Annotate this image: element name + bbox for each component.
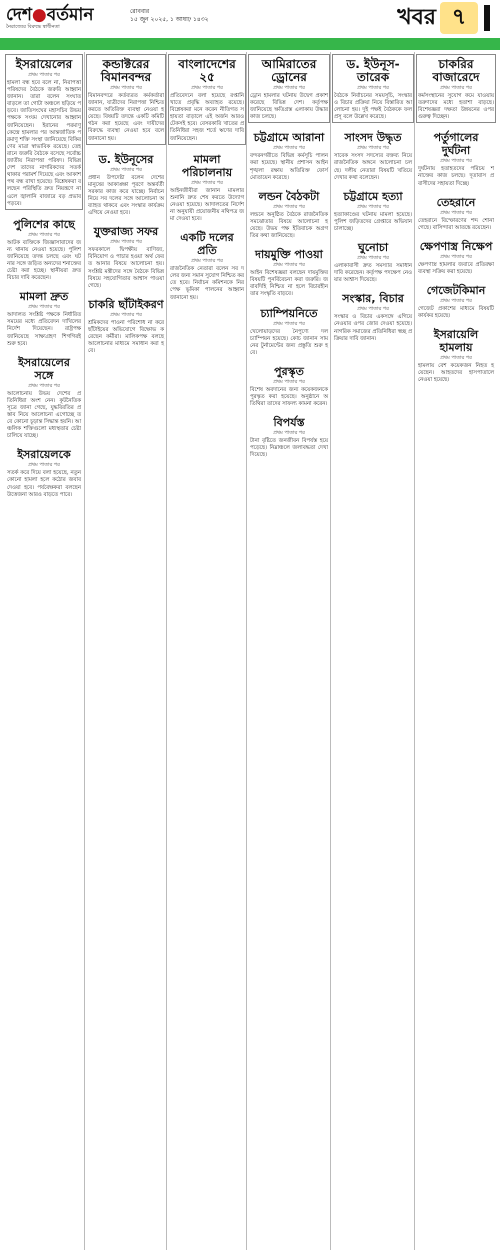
dateline-date: ১৫ জুন ২০২৫, ১ আষাঢ় ১৪৩২ — [130, 16, 209, 23]
article-byline: প্রথম পাতার পর — [440, 85, 472, 91]
article-block — [4, 286, 84, 351]
article-byline: প্রথম পাতার পর — [110, 311, 142, 318]
article-body: বন্দরনগরীতে বিভিন্ন কর্মসূচি পালন করা হয়েছে। স্থানীয় প্রশাসন আইনশৃঙ্খলা রক্ষায় অতিরিক্ত ফোর্স মোতায়েন করেছে। — [250, 153, 330, 181]
article-byline: প্রথম পাতার পর — [273, 378, 305, 385]
article-headline: একটি দলের প্রতি — [180, 231, 234, 258]
article-body: বৈঠকে নির্বাচনের সময়সূচি, সংস্কার ও বিচার প্রক্রিয়া নিয়ে বিস্তারিত আলোচনা হয়। দুই পক্ষই বৈঠককে ফলপ্রসূ বলে উল্লেখ করেছে। — [334, 93, 414, 121]
article-headline: বিপর্যস্ত — [273, 416, 305, 430]
news-column-5 — [330, 52, 415, 1250]
article-body: হামলা বন্ধ হবে বলে না, নিরাপত্তা পরিষদের বৈঠকে জরুরি আহ্বান জানান। তারা বলেন সংঘাত বাড়লে তা গোটা অঞ্চলে ছড়িয়ে পড়বে। জাতিসংঘের মহাসচিব উভয় পক্ষকে সংযম দেখানোর আহ্বান জানিয়েছেন। ইরানের পরমাণু কেন্দ্রে হামলার পর আন্তর্জাতিক পরমাণু শক্তি সংস্থা জানিয়েছে বিকিরণের মাত্রা স্বাভাবিক রয়েছে। তেহরানে জরুরি বৈঠকে বসেছে সর্বোচ্চ জাতীয় নিরাপত্তা পরিষদ। বিভিন্ন দেশ তাদের নাগরিকদের সতর্ক থাকার পরামর্শ দিয়েছে এবং আকাশপথ বন্ধ রাখা হয়েছে। বিশ্লেষকরা বলছেন পরিস্থিতি দ্রুত নিয়ন্ত্রণে না এলে জ্বালানি বাজারে বড় প্রভাব পড়বে। — [7, 80, 83, 207]
section-title: খবর — [397, 5, 436, 30]
article-byline: প্রথম পাতার পর — [28, 231, 60, 238]
article-byline: প্রথম পাতার পর — [28, 72, 60, 78]
article-body: খেলোয়াড়দের নৈপুণ্যে দল চ্যাম্পিয়ন হয়েছে। কোচ জানান সামনের টুর্নামেন্টের জন্য প্রস্তুতি শুরু হবে। — [250, 328, 330, 356]
article-block — [331, 127, 415, 185]
article-headline: লন্ডন বৈঠকটা — [258, 189, 320, 203]
article-block — [247, 361, 331, 412]
article-block — [331, 288, 415, 346]
article-block — [415, 280, 497, 324]
article-block — [415, 236, 497, 280]
article-block — [247, 127, 331, 185]
article-byline: প্রথম পাতার পর — [357, 255, 389, 262]
page-number: ৭ — [440, 2, 478, 34]
article-headline: সংস্কার, বিচার — [342, 292, 404, 306]
article-block — [167, 227, 247, 305]
article-byline: প্রথম পাতার পর — [191, 258, 223, 265]
article-byline: প্রথম পাতার পর — [273, 85, 305, 91]
article-headline: দায়মুক্তি পাওয়া — [255, 248, 323, 262]
article-headline: পর্তুগালের দুর্ঘটনা — [433, 131, 479, 158]
dateline-day: রোববার — [130, 8, 150, 15]
article-body: শ্রমিকদের পাওনা পরিশোধ না করে ছাঁটাইয়ের অভিযোগে বিক্ষোভ করেছেন কর্মীরা। মালিকপক্ষ বলছে আলোচনার মাধ্যমে সমাধান করা হবে। — [88, 319, 166, 355]
article-byline: প্রথম পাতার পর — [191, 85, 223, 91]
article-headline: চট্টগ্রামে হত্যা — [343, 189, 403, 203]
article-byline: প্রথম পাতার পর — [440, 355, 472, 362]
news-column-6 — [414, 52, 497, 1250]
article-headline: গেজেটকিমান — [426, 284, 486, 298]
article-headline: তেহরানে — [436, 195, 476, 209]
article-byline: প্রথম পাতার পর — [273, 145, 305, 152]
logo-name-part1: দেশ — [6, 5, 32, 25]
article-block — [331, 237, 415, 288]
article-byline: প্রথম পাতার পর — [28, 382, 60, 389]
newspaper-logo — [6, 6, 101, 32]
article-headline: কন্ডাক্টরের বিমানবন্দর — [100, 57, 152, 84]
article-headline: ইসরায়েলকে — [17, 448, 71, 462]
article-block — [331, 186, 415, 237]
article-headline: ড. ইউনূস-তারেক — [346, 57, 400, 84]
article-body: কর্মসংস্থানের সুযোগ কমে যাওয়ায় তরুণদের মধ্যে হতাশা বাড়ছে। বিশেষজ্ঞরা দক্ষতা উন্নয়নের ওপর গুরুত্ব দিচ্ছেন। — [418, 93, 496, 121]
article-byline: প্রথম পাতার পর — [273, 320, 305, 327]
news-column-2 — [84, 52, 167, 1250]
article-byline: প্রথম পাতার পর — [440, 158, 472, 165]
article-body: ক্ষেপণাস্ত্র হামলার জবাবে প্রতিরক্ষা ব্যবস্থা সক্রিয় করা হয়েছে। — [418, 261, 496, 275]
article-body: আইন বিশেষজ্ঞরা বলছেন দায়মুক্তির বিষয়টি পুনর্বিবেচনা করা জরুরি। জবাবদিহি নিশ্চিত না হলে বিচারহীনতার সংস্কৃতি বাড়বে। — [250, 270, 330, 298]
article-block — [247, 186, 331, 244]
article-body: গেজেট প্রকাশের মাধ্যমে বিষয়টি কার্যকর হয়েছে। — [418, 306, 496, 320]
article-block — [4, 214, 84, 287]
article-byline: প্রথম পাতার পর — [28, 304, 60, 311]
article-block — [332, 54, 414, 123]
article-body: আদালত সংশ্লিষ্ট পক্ষকে নির্ধারিত সময়ের মধ্যে প্রতিবেদন দাখিলের নির্দেশ দিয়েছেন। রাষ্ট্রপক্ষ জানিয়েছে সাক্ষ্যগ্রহণ শিগগিরই শুরু হবে। — [7, 312, 83, 347]
article-body: দুর্ঘটনায় হতাহতদের পরিচয় শনাক্তের কাজ চলছে। দূতাবাস প্রবাসীদের সহায়তা দিচ্ছে। — [418, 166, 494, 187]
article-body: হত্যাকাণ্ডের ঘটনায় মামলা হয়েছে। পুলিশ জড়িতদের গ্রেপ্তারে অভিযান চালাচ্ছে। — [334, 211, 414, 232]
news-column-4 — [246, 52, 331, 1250]
article-body: টানা বৃষ্টিতে জনজীবন বিপর্যস্ত হয়ে পড়েছে। নিম্নাঞ্চলে জলাবদ্ধতা দেখা দিয়েছে। — [250, 438, 330, 459]
article-block — [5, 54, 83, 210]
article-body: প্রতিবেদনে বলা হয়েছে রপ্তানি খাতে প্রবৃদ্ধি অব্যাহত রয়েছে। বিশ্লেষকরা মনে করেন নীতিগত সহায়তা বাড়ালে এই অর্জন আরও টেকসই হবে। বেসরকারি খাতের প্রতিনিধিরা সহজ শর্তে ঋণের দাবি জানিয়েছেন। — [170, 93, 246, 142]
article-block — [416, 54, 496, 123]
article-byline: প্রথম পাতার পর — [110, 239, 142, 246]
article-headline: বাংলাদেশের ২৫ — [178, 57, 236, 84]
article-byline: প্রথম পাতার পর — [110, 166, 142, 173]
article-headline: সাংসদ উদ্ধৃত — [344, 131, 402, 145]
article-body: তেহরানে বিস্ফোরণের শব্দ শোনা গেছে। বাসিন্দারা আতঙ্কে রয়েছেন। — [418, 217, 496, 231]
header-green-band — [0, 38, 500, 50]
article-byline: প্রথম পাতার পর — [28, 462, 60, 469]
article-block — [86, 54, 166, 145]
article-headline: চাকরি ছাঁটাইকরণ — [88, 297, 164, 311]
article-headline: মামলা দ্রুত — [19, 290, 69, 304]
article-headline: ড. ইউনূসের — [98, 152, 154, 166]
article-body: লন্ডনে অনুষ্ঠিত বৈঠকে রাজনৈতিক সমঝোতার বিষয়ে আলোচনা হয়েছে। উভয় পক্ষ ইতিবাচক অগ্রগতির কথা জানিয়েছে। — [250, 211, 330, 240]
dateline — [130, 8, 380, 24]
article-byline: প্রথম পাতার পর — [357, 85, 389, 91]
article-byline: প্রথম পাতার পর — [357, 203, 389, 210]
article-block — [4, 352, 84, 445]
article-body: সতর্ক করে দিয়ে বলা হয়েছে, নতুন কোনো হামলা হলে কঠোর জবাব দেওয়া হবে। পর্যবেক্ষকরা বলছেন উত্তেজনা আরও বাড়তে পারে। — [7, 470, 83, 498]
masthead — [0, 0, 500, 38]
article-block — [4, 444, 84, 502]
article-headline: ঘুনোচা — [357, 241, 389, 255]
article-block — [167, 149, 247, 227]
article-block — [247, 412, 331, 463]
article-headline: চাকরির বাজারেদে — [432, 57, 480, 84]
logo-name-part2: বর্তমান — [46, 5, 94, 25]
article-byline: প্রথম পাতার পর — [357, 145, 389, 152]
logo-emblem-icon: ● — [31, 5, 47, 25]
article-body: আলোচনায় উভয় দেশের প্রতিনিধিরা অংশ নেন। কূটনৈতিক সূত্রে জানা গেছে, যুদ্ধবিরতির প্রস্তাব নিয়ে আলোচনা এগোচ্ছে তবে কোনো চূড়ান্ত সিদ্ধান্ত হয়নি। আঞ্চলিক শক্তিগুলো মধ্যস্থতার চেষ্টা চালিয়ে যাচ্ছে। — [7, 390, 83, 440]
article-block — [247, 244, 331, 302]
article-body: আইনজীবীরা জানান মামলার শুনানি দ্রুত শেষ করতে উদ্যোগ নেওয়া হয়েছে। আদালতের নির্দেশনা অনুযায়ী প্রয়োজনীয় নথিপত্র জমা দেওয়া হবে। — [170, 187, 246, 223]
article-byline: প্রথম পাতার পর — [191, 179, 223, 186]
article-body: ড্রোন হামলার ঘটনায় উদ্বেগ প্রকাশ করেছে বিভিন্ন দেশ। কর্তৃপক্ষ জানিয়েছে ক্ষতিগ্রস্ত এলাকায় উদ্ধারকাজ চলছে। — [250, 93, 330, 121]
article-body: আটক ব্যক্তিকে জিজ্ঞাসাবাদের জন্য থানায় নেওয়া হয়েছে। পুলিশ জানিয়েছে তদন্ত চলছে এবং ঘটনার সঙ্গে জড়িত অন্যদের শনাক্তের চেষ্টা করা হচ্ছে। স্থানীয়রা দ্রুত বিচার দাবি করেছেন। — [7, 239, 83, 282]
article-byline: প্রথম পাতার পর — [357, 306, 389, 313]
news-column-3 — [166, 52, 247, 1250]
article-byline: প্রথম পাতার পর — [440, 298, 472, 305]
article-headline: চ্যাম্পিয়নিতে — [260, 306, 318, 320]
article-headline: ক্ষেপণাস্ত্র নিক্ষেপ — [419, 239, 493, 253]
article-block — [415, 324, 497, 388]
article-byline: প্রথম পাতার পর — [440, 253, 472, 260]
article-body: সফরকালে দ্বিপক্ষীয় বাণিজ্য, বিনিয়োগ ও পাচার হওয়া অর্থ ফেরত আনার বিষয়ে আলোচনা হয়। সংশ্লিষ্ট মন্ত্রীদের সঙ্গে বৈঠকে বিভিন্ন বিষয়ে সহযোগিতার আশ্বাস পাওয়া গেছে। — [88, 247, 166, 289]
article-body: বিমানবন্দরে কর্তব্যরত কর্মকর্তারা জানান, যাত্রীদের নিরাপত্তা নিশ্চিত করতে অতিরিক্ত ব্যবস্থা নেওয়া হয়েছে। বিষয়টি তদন্তে একটি কমিটি গঠন করা হয়েছে এবং দায়ীদের বিরুদ্ধে ব্যবস্থা নেওয়া হবে বলে জানানো হয়। — [88, 93, 166, 142]
article-headline: ইসরায়েলের সঙ্গে — [18, 355, 70, 382]
article-body: সাবেক সংসদ সদস্যের বক্তব্য নিয়ে রাজনৈতিক অঙ্গনে আলোচনা চলছে। দলীয় নেতারা বিষয়টি খতিয়ে দেখার কথা বলেছেন। — [334, 153, 414, 181]
page-marker-bar — [484, 5, 490, 31]
article-body: রাজনৈতিক নেতারা বলেন সব দলের জন্য সমান সুযোগ নিশ্চিত করতে হবে। নির্বাচন কমিশনকে নিরপেক্ষ ভূমিকা পালনের আহ্বান জানানো হয়। — [170, 266, 246, 301]
article-byline: প্রথম পাতার পর — [273, 262, 305, 269]
article-block — [85, 294, 167, 359]
article-headline: ইসরায়েলের — [15, 57, 73, 71]
article-block — [247, 303, 331, 361]
article-headline: যুক্তরাজ্য সফর — [93, 225, 159, 239]
article-byline: প্রথম পাতার পর — [273, 203, 305, 210]
article-headline: ইসরায়েলি হামলায় — [433, 328, 479, 355]
article-body: হামলায় বেশ কয়েকজন নিহত হয়েছেন। আহতদের হাসপাতালে নেওয়া হয়েছে। — [418, 363, 496, 384]
article-block — [248, 54, 330, 123]
article-body: প্রধান উপদেষ্টা বলেন দেশের মানুষের আকাঙ্ক্ষা পূরণে অন্তর্বর্তী সরকার কাজ করে যাচ্ছে। নির্বাচন নিয়ে সব দলের সঙ্গে আলোচনা অব্যাহত থাকবে এবং সংস্কার কার্যক্রম এগিয়ে নেওয়া হবে। — [88, 174, 166, 217]
article-block — [168, 54, 246, 145]
logo-tagline: নৈরাজ্যের বিরুদ্ধে স্বাধীনতা — [6, 24, 60, 30]
article-block — [85, 221, 167, 294]
article-byline: প্রথম পাতার পর — [110, 85, 142, 91]
article-body: সংস্কার ও বিচার একসঙ্গে এগিয়ে নেওয়ার ওপর জোর দেওয়া হয়েছে। নাগরিক সমাজের প্রতিনিধিরা স্বচ্ছ প্রক্রিয়ার দাবি জানান। — [334, 314, 414, 342]
article-headline: চট্টগ্রামে আরানা — [253, 131, 325, 145]
article-byline: প্রথম পাতার পর — [440, 209, 472, 216]
article-headline: আমিরাতের ড্রোনের — [261, 57, 317, 84]
article-byline: প্রথম পাতার পর — [273, 430, 305, 437]
article-block — [85, 149, 167, 222]
article-body: বিশেষ অবদানের জন্য কয়েকজনকে পুরস্কৃত করা হয়েছে। অনুষ্ঠানে অতিথিরা তাদের সাফল্য কামনা করেন। — [250, 386, 330, 408]
article-headline: মামলা পরিচালনায় — [181, 152, 233, 179]
article-block — [415, 192, 497, 236]
article-body: এলাকাবাসী দ্রুত সমস্যার সমাধান দাবি করেছেন। কর্তৃপক্ষ পদক্ষেপ নেওয়ার আশ্বাস দিয়েছে। — [334, 263, 414, 284]
news-column-1 — [4, 52, 84, 1250]
article-block — [415, 127, 497, 191]
article-headline: পুলিশের কাছে — [13, 217, 75, 231]
article-headline: পুরস্কৃত — [274, 364, 304, 378]
news-columns — [4, 52, 496, 1250]
